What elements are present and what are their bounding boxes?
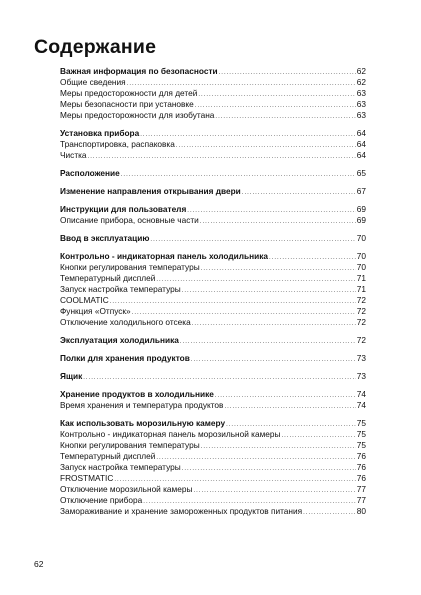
toc-page-number: 70	[356, 262, 366, 272]
toc-heading-row[interactable]	[60, 168, 366, 179]
toc-page-number: 73	[356, 371, 366, 381]
dot-leader	[121, 170, 356, 181]
toc-entry-label: Отключение холодильного отсека	[60, 317, 191, 327]
toc-heading-label: Расположение	[60, 168, 120, 178]
toc-section	[60, 251, 366, 328]
toc-entry-row[interactable]	[60, 462, 366, 473]
dot-leader	[269, 253, 356, 264]
toc-page-number: 72	[356, 335, 366, 345]
toc-heading-label: Инструкции для пользователя	[60, 204, 187, 214]
toc-section	[60, 371, 366, 382]
dot-leader	[110, 297, 356, 308]
dot-leader	[156, 453, 355, 464]
toc-entry-row[interactable]	[60, 150, 366, 161]
toc-entry-label: Температурный дисплей	[60, 273, 156, 283]
toc-entry-label: Меры предосторожности для изобутана	[60, 110, 215, 120]
toc-page-number: 62	[356, 77, 366, 87]
toc-entry-label: Время хранения и температура продуктов	[60, 400, 224, 410]
toc-entry-row[interactable]	[60, 88, 366, 99]
toc-entry-label: Кнопки регулирования температуры	[60, 262, 200, 272]
toc-page-number: 77	[356, 495, 366, 505]
toc-heading-label: Хранение продуктов в холодильнике	[60, 389, 214, 399]
toc-entry-row[interactable]	[60, 77, 366, 88]
page-title: Содержание	[34, 36, 157, 58]
toc-page-number: 69	[356, 204, 366, 214]
dot-leader	[193, 486, 355, 497]
toc-entry-row[interactable]	[60, 495, 366, 506]
toc-page-number: 72	[356, 295, 366, 305]
toc-section	[60, 204, 366, 226]
toc-page-number: 80	[356, 506, 366, 516]
toc-entry-label: Отключение прибора	[60, 495, 143, 505]
toc-page-number: 63	[356, 88, 366, 98]
toc-page-number: 76	[356, 451, 366, 461]
toc-page-number: 72	[356, 317, 366, 327]
toc-entry-row[interactable]	[60, 215, 366, 226]
toc-entry-row[interactable]	[60, 400, 366, 411]
toc-heading-row[interactable]	[60, 204, 366, 215]
toc-page-number: 71	[356, 284, 366, 294]
toc-entry-row[interactable]	[60, 440, 366, 451]
dot-leader	[176, 141, 356, 152]
toc-heading-row[interactable]	[60, 371, 366, 382]
toc-entry-row[interactable]	[60, 139, 366, 150]
toc-heading-row[interactable]	[60, 389, 366, 400]
toc-entry-label: COOLMATIC	[60, 295, 109, 305]
toc-section	[60, 418, 366, 517]
toc-entry-row[interactable]	[60, 429, 366, 440]
dot-leader	[219, 68, 356, 79]
dot-leader	[192, 319, 356, 330]
toc-entry-label: Транспортировка, распаковка	[60, 139, 175, 149]
toc-page-number: 73	[356, 353, 366, 363]
toc-page-number: 75	[356, 418, 366, 428]
toc-heading-row[interactable]	[60, 353, 366, 364]
toc-page-number: 70	[356, 251, 366, 261]
toc-section	[60, 233, 366, 244]
dot-leader	[303, 508, 356, 519]
toc-section	[60, 353, 366, 364]
dot-leader	[187, 206, 355, 217]
toc-section	[60, 186, 366, 197]
toc-page-number: 64	[356, 139, 366, 149]
toc-page-number: 72	[356, 306, 366, 316]
toc-heading-label: Как использовать морозильную камеру	[60, 418, 226, 428]
dot-leader	[200, 217, 356, 228]
toc-section	[60, 168, 366, 179]
dot-leader	[198, 90, 355, 101]
toc-heading-label: Полки для хранения продуктов	[60, 353, 190, 363]
toc-entry-label: FROSTMATIC	[60, 473, 114, 483]
toc-heading-label: Важная информация по безопасности	[60, 66, 218, 76]
toc-section	[60, 66, 366, 121]
toc-entry-label: Замораживание и хранение замороженных продуктов питания	[60, 506, 303, 516]
toc-section	[60, 335, 366, 346]
toc-entry-row[interactable]	[60, 317, 366, 328]
toc-heading-label: Эксплуатация холодильника	[60, 335, 179, 345]
toc-entry-row[interactable]	[60, 473, 366, 484]
toc-entry-label: Кнопки регулирования температуры	[60, 440, 200, 450]
dot-leader	[201, 264, 356, 275]
toc-entry-label: Меры безопасности при установке	[60, 99, 194, 109]
dot-leader	[182, 464, 356, 475]
toc-heading-row[interactable]	[60, 251, 366, 262]
dot-leader	[242, 188, 356, 199]
toc-entry-row[interactable]	[60, 451, 366, 462]
table-of-contents	[60, 66, 366, 524]
toc-entry-label: Контрольно - индикаторная панель морозильной камеры	[60, 429, 281, 439]
dot-leader	[156, 275, 355, 286]
toc-heading-row[interactable]	[60, 233, 366, 244]
toc-heading-label: Ящик	[60, 371, 83, 381]
toc-entry-label: Описание прибора, основные части	[60, 215, 199, 225]
toc-section	[60, 389, 366, 411]
toc-heading-label: Установка прибора	[60, 128, 140, 138]
toc-heading-row[interactable]	[60, 186, 366, 197]
dot-leader	[191, 355, 356, 366]
toc-entry-label: Температурный дисплей	[60, 451, 156, 461]
toc-entry-row[interactable]	[60, 506, 366, 517]
toc-heading-label: Изменение направления открывания двери	[60, 186, 241, 196]
toc-page-number: 63	[356, 99, 366, 109]
dot-leader	[201, 442, 356, 453]
toc-page-number: 65	[356, 168, 366, 178]
toc-heading-row[interactable]	[60, 128, 366, 139]
dot-leader	[195, 101, 356, 112]
toc-entry-row[interactable]	[60, 484, 366, 495]
toc-heading-row[interactable]	[60, 66, 366, 77]
toc-entry-label: Общие сведения	[60, 77, 126, 87]
toc-entry-row[interactable]	[60, 273, 366, 284]
toc-entry-label: Отключение морозильной камеры	[60, 484, 193, 494]
toc-page-number: 76	[356, 462, 366, 472]
toc-entry-label: Запуск настройка температуры	[60, 284, 181, 294]
toc-page-number: 67	[356, 186, 366, 196]
toc-heading-label: Контрольно - индикаторная панель холодильника	[60, 251, 269, 261]
toc-page-number: 64	[356, 128, 366, 138]
dot-leader	[215, 112, 355, 123]
toc-page-number: 77	[356, 484, 366, 494]
page-number: 62	[34, 559, 44, 569]
toc-entry-row[interactable]	[60, 110, 366, 121]
toc-page-number: 76	[356, 473, 366, 483]
toc-page-number: 75	[356, 429, 366, 439]
toc-entry-row[interactable]	[60, 99, 366, 110]
toc-page-number: 62	[356, 66, 366, 76]
dot-leader	[180, 337, 356, 348]
toc-page-number: 75	[356, 440, 366, 450]
toc-heading-row[interactable]	[60, 335, 366, 346]
toc-entry-label: Функция «Отпуск»	[60, 306, 131, 316]
toc-page-number: 69	[356, 215, 366, 225]
toc-heading-label: Ввод в эксплуатацию	[60, 233, 150, 243]
toc-section	[60, 128, 366, 161]
toc-page-number: 71	[356, 273, 366, 283]
toc-entry-row[interactable]	[60, 295, 366, 306]
toc-entry-row[interactable]	[60, 284, 366, 295]
dot-leader	[182, 286, 356, 297]
toc-entry-row[interactable]	[60, 306, 366, 317]
toc-page-number: 64	[356, 150, 366, 160]
toc-page-number: 74	[356, 400, 366, 410]
toc-heading-row[interactable]	[60, 418, 366, 429]
toc-entry-label: Запуск настройка температуры	[60, 462, 181, 472]
toc-entry-row[interactable]	[60, 262, 366, 273]
toc-page-number: 70	[356, 233, 366, 243]
dot-leader	[150, 235, 355, 246]
dot-leader	[83, 373, 356, 384]
dot-leader	[282, 431, 356, 442]
toc-page-number: 74	[356, 389, 366, 399]
toc-entry-label: Чистка	[60, 150, 87, 160]
dot-leader	[224, 402, 355, 413]
dot-leader	[215, 391, 356, 402]
toc-entry-label: Меры предосторожности для детей	[60, 88, 198, 98]
dot-leader	[88, 152, 356, 163]
toc-page-number: 63	[356, 110, 366, 120]
